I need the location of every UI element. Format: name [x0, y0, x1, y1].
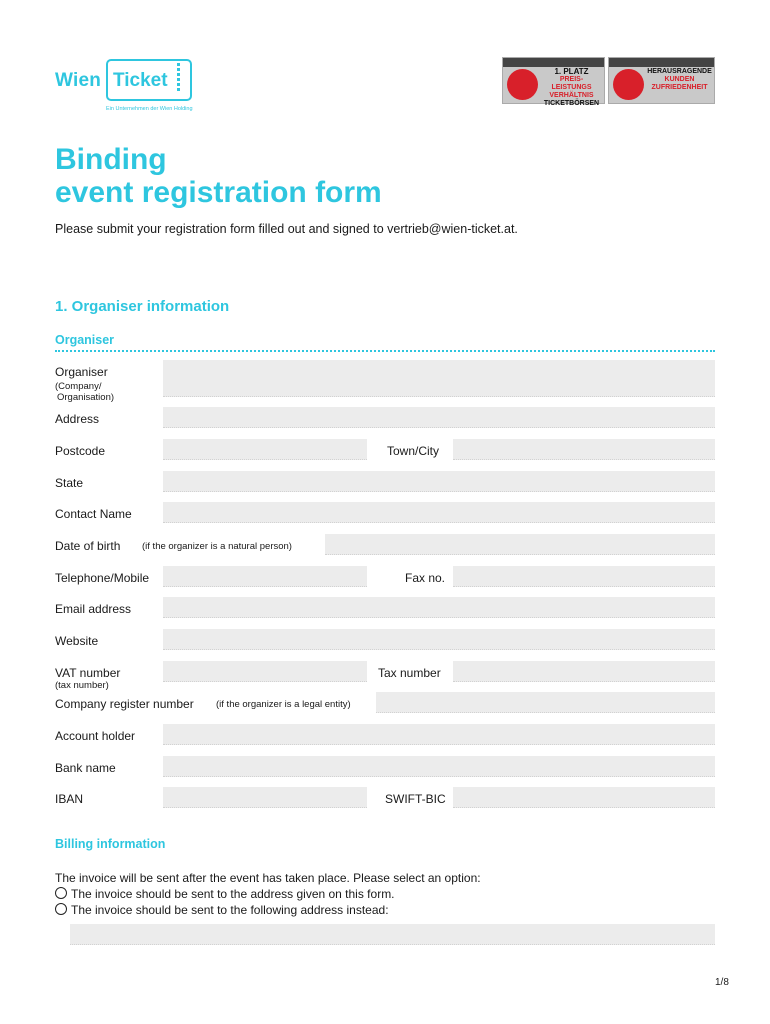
alternative-billing-address-field[interactable] [70, 924, 715, 945]
company-register-note: (if the organizer is a legal entity) [216, 699, 351, 710]
state-label: State [55, 476, 84, 490]
dotted-divider [55, 350, 715, 352]
date-of-birth-label: Date of birth [55, 539, 121, 553]
radio-button[interactable] [55, 887, 67, 899]
radio-button[interactable] [55, 903, 67, 915]
contact-name-label: Contact Name [55, 507, 132, 521]
postcode-label: Postcode [55, 444, 106, 458]
tax-number-field[interactable] [453, 661, 715, 682]
state-field[interactable] [163, 471, 715, 492]
date-of-birth-note: (if the organizer is a natural person) [142, 541, 292, 552]
award-seal-icon [613, 69, 644, 100]
bank-name-field[interactable] [163, 756, 715, 777]
award-badge-satisfaction: HERAUSRAGENDE KUNDEN ZUFRIEDENHEIT [608, 57, 715, 104]
telephone-label: Telephone/Mobile [55, 571, 150, 585]
swift-field[interactable] [453, 787, 715, 808]
iban-field[interactable] [163, 787, 367, 808]
billing-option-1[interactable] [55, 887, 395, 901]
billing-heading: Billing information [55, 837, 166, 851]
fax-field[interactable] [453, 566, 715, 587]
postcode-field[interactable] [163, 439, 367, 460]
logo-wien-text: Wien [55, 70, 102, 91]
contact-name-field[interactable] [163, 502, 715, 523]
organiser-note: (Company/ [55, 381, 102, 392]
email-field[interactable] [163, 597, 715, 618]
vat-note: (tax number) [55, 680, 109, 691]
tax-number-label: Tax number [378, 666, 441, 680]
address-field[interactable] [163, 407, 715, 428]
address-label: Address [55, 412, 100, 426]
logo-ticket-text: Ticket [113, 70, 168, 91]
award-badge-price: 1. PLATZ PREIS-LEISTUNGS VERHÄLTNIS TICKETBÖRSEN [502, 57, 605, 104]
page-title: Binding event registration form [55, 143, 382, 209]
company-register-label: Company register number [55, 697, 194, 711]
email-label: Email address [55, 602, 132, 616]
bank-name-label: Bank name [55, 761, 116, 775]
billing-option-1-label: The invoice should be sent to the address given on this form. [71, 887, 395, 901]
award-seal-icon [507, 69, 538, 100]
billing-text: The invoice will be sent after the event has taken place. Please select an option: [55, 871, 481, 885]
town-label: Town/City [387, 444, 440, 458]
billing-option-2-label: The invoice should be sent to the following address instead: [71, 903, 389, 917]
swift-label: SWIFT-BIC [385, 792, 446, 806]
company-register-field[interactable] [376, 692, 715, 713]
vat-field[interactable] [163, 661, 367, 682]
organiser-field[interactable] [163, 360, 715, 397]
intro-text: Please submit your registration form filled out and signed to vertrieb@wien-ticket.at. [55, 222, 518, 236]
website-label: Website [55, 634, 99, 648]
vat-label: VAT number [55, 666, 121, 680]
website-field[interactable] [163, 629, 715, 650]
billing-option-2[interactable] [55, 903, 389, 917]
page-number: 1/8 [715, 977, 729, 988]
section-heading-organiser-info: 1. Organiser information [55, 298, 230, 315]
telephone-field[interactable] [163, 566, 367, 587]
organiser-label: Organiser [55, 365, 108, 379]
date-of-birth-field[interactable] [325, 534, 715, 555]
town-field[interactable] [453, 439, 715, 460]
account-holder-label: Account holder [55, 729, 136, 743]
iban-label: IBAN [55, 792, 84, 806]
fax-label: Fax no. [405, 571, 446, 585]
logo-dots-icon [176, 63, 182, 97]
logo-subtitle: Ein Unternehmen der Wien Holding [106, 106, 193, 112]
account-holder-field[interactable] [163, 724, 715, 745]
organiser-note: Organisation) [57, 392, 115, 403]
subsection-heading-organiser: Organiser [55, 333, 115, 347]
